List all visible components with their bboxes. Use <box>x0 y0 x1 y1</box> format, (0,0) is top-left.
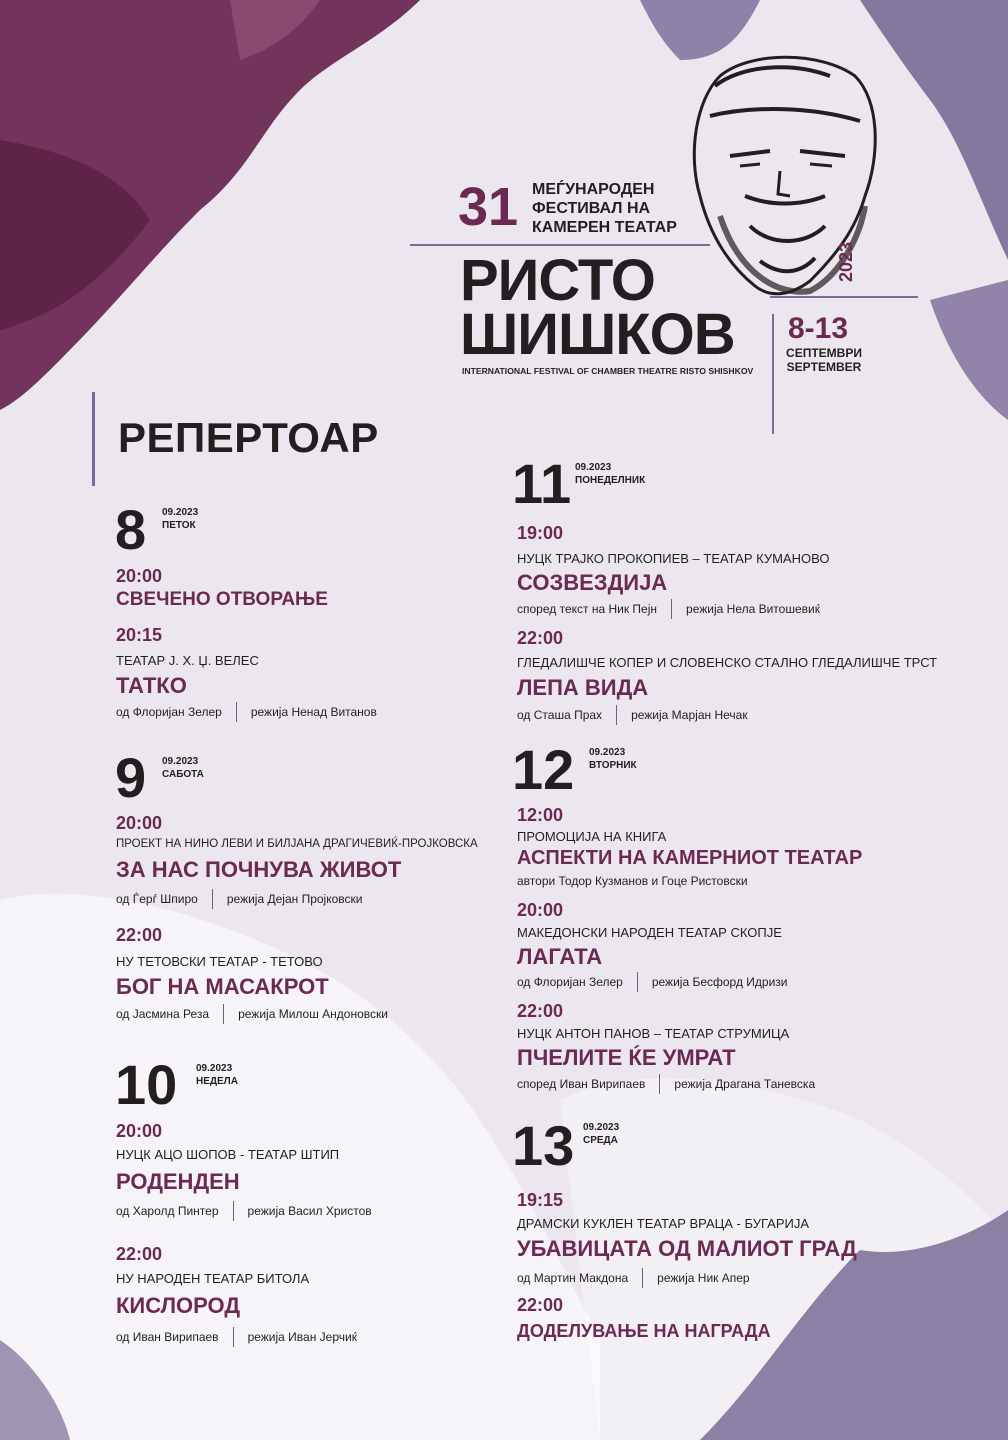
event-director: режија Милош Андоновски <box>238 1007 388 1021</box>
name-line-1: РИСТО <box>460 248 655 313</box>
separator <box>671 599 672 619</box>
event-time: 22:00 <box>116 1244 163 1264</box>
event-title: БОГ НА МАСАКРОТ <box>116 974 329 999</box>
separator <box>223 1004 224 1024</box>
event-credits <box>517 972 788 992</box>
event-producer: НУЦК АНТОН ПАНОВ – ТЕАТАР СТРУМИЦА <box>517 1026 790 1041</box>
day-weekday: САБОТА <box>162 769 204 780</box>
event-producer: ПРОМОЦИЈА НА КНИГА <box>517 829 667 844</box>
day-weekday: СРЕДА <box>583 1135 618 1146</box>
event-author: од Сташа Прах <box>517 708 603 722</box>
event-title: СОЗВЕЗДИЈА <box>517 570 668 595</box>
separator <box>642 1268 643 1288</box>
event-time: 20:00 <box>116 813 163 833</box>
event-time: 20:00 <box>116 566 163 586</box>
event-producer: ПРОЕКТ НА НИНО ЛЕВИ И БИЛЈАНА ДРАГИЧЕВИЌ-ПРОЈКОВСКА <box>116 838 478 850</box>
day-date: 09.2023 <box>583 1122 620 1133</box>
separator <box>233 1327 234 1347</box>
divider-line <box>772 314 774 434</box>
event-director: режија Бесфорд Идризи <box>651 975 788 989</box>
day-meta <box>162 755 204 781</box>
festival-line-2: ФЕСТИВАЛ НА <box>532 200 651 217</box>
event-time: 22:00 <box>517 1001 564 1021</box>
day-date: 09.2023 <box>196 1063 233 1074</box>
event-director: режија Дејан Пројковски <box>226 892 363 906</box>
event-director: режија Ненад Витанов <box>250 705 377 719</box>
event-producer: ДРАМСКИ КУКЛЕН ТЕАТАР ВРАЦА - БУГАРИЈА <box>517 1216 810 1231</box>
event-credits <box>517 1268 750 1288</box>
event-producer: НУ НАРОДЕН ТЕАТАР БИТОЛА <box>116 1271 310 1286</box>
festival-year: 2023 <box>836 241 856 282</box>
festival-name <box>460 248 735 367</box>
event-author: според Иван Вирипаев <box>517 1077 646 1091</box>
event-director: режија Марјан Нечак <box>631 708 748 722</box>
month-en: SEPTEMBER <box>786 360 862 374</box>
event-title: СВЕЧЕНО ОТВОРАЊЕ <box>116 589 328 610</box>
event-producer: ТЕАТАР Ј. Х. Џ. ВЕЛЕС <box>116 653 259 668</box>
day-date: 09.2023 <box>589 747 626 758</box>
day-number: 9 <box>115 746 147 809</box>
festival-dates: 8-13 <box>788 312 849 345</box>
event-time: 12:00 <box>517 805 564 825</box>
event-credits <box>517 705 748 725</box>
event-credits <box>116 889 362 909</box>
festival-month <box>786 346 862 374</box>
separator <box>233 1201 234 1221</box>
event-author: од Јасмина Реза <box>116 1007 210 1021</box>
event-title: ТАТКО <box>116 673 187 698</box>
divider-line <box>770 296 918 298</box>
day-number: 12 <box>512 738 575 801</box>
event-title: АСПЕКТИ НА КАМЕРНИОТ ТЕАТАР <box>517 847 863 869</box>
event-title: УБАВИЦАТА ОД МАЛИОТ ГРАД <box>517 1236 857 1261</box>
event-director: режија Нела Витошевиќ <box>686 602 820 616</box>
event-time: 22:00 <box>517 1295 564 1315</box>
event-title: ПЧЕЛИТЕ ЌЕ УМРАТ <box>517 1045 736 1070</box>
event-author: од Иван Вирипаев <box>116 1330 219 1344</box>
repertoire-heading: РЕПЕРТОАР <box>118 414 379 461</box>
event-producer: НУЦК ТРАЈКО ПРОКОПИЕВ – ТЕАТАР КУМАНОВО <box>517 551 830 566</box>
event-title: КИСЛОРОД <box>116 1293 241 1318</box>
event-author: од Флоријан Зелер <box>517 975 623 989</box>
event-time: 20:15 <box>116 625 163 645</box>
event-director: режија Васил Христов <box>247 1204 372 1218</box>
event-author: од Мартин Макдона <box>517 1271 629 1285</box>
event-title: ЛАГАТА <box>517 944 603 969</box>
event-time: 22:00 <box>116 925 163 945</box>
day-number: 10 <box>115 1053 178 1116</box>
event-time: 19:15 <box>517 1190 564 1210</box>
event-producer: ГЛЕДАЛИШЧЕ КОПЕР И СЛОВЕНСКО СТАЛНО ГЛЕДАЛИШЧЕ ТРСТ <box>517 655 938 670</box>
event-credits <box>116 702 377 722</box>
day-meta <box>162 506 198 532</box>
day-weekday: НЕДЕЛА <box>196 1076 238 1087</box>
day-weekday: ПОНЕДЕЛНИК <box>575 475 646 486</box>
event-title: ДОДЕЛУВАЊЕ НА НАГРАДА <box>517 1321 771 1341</box>
event-author: според текст на Ник Пејн <box>517 602 658 616</box>
day-weekday: ВТОРНИК <box>589 760 637 771</box>
day-number: 13 <box>512 1114 575 1177</box>
festival-subtitle <box>532 180 677 237</box>
day-weekday: ПЕТОК <box>162 520 196 531</box>
day-meta <box>196 1062 238 1088</box>
day-meta <box>575 461 645 487</box>
event-title: ЗА НАС ПОЧНУВА ЖИВОТ <box>116 857 402 882</box>
event-title: РОДЕНДЕН <box>116 1169 240 1194</box>
separator <box>659 1074 660 1094</box>
event-title: ЛЕПА ВИДА <box>517 675 649 700</box>
event-producer: МАКЕДОНСКИ НАРОДЕН ТЕАТАР СКОПЈЕ <box>517 925 782 940</box>
day-number: 8 <box>115 498 147 561</box>
event-director: режија Драгана Таневска <box>674 1077 816 1091</box>
separator <box>637 972 638 992</box>
event-note: автори Тодор Кузманов и Гоце Ристовски <box>517 874 748 888</box>
name-line-2: ШИШКОВ <box>460 302 735 367</box>
heading-bar <box>92 392 95 486</box>
festival-line-3: КАМЕРЕН ТЕАТАР <box>532 219 677 236</box>
divider-line <box>410 244 710 246</box>
day-date: 09.2023 <box>575 462 612 473</box>
separator <box>236 702 237 722</box>
festival-line-1: МЕЃУНАРОДЕН <box>532 181 655 198</box>
event-credits <box>517 599 820 619</box>
event-director: режија Ник Апер <box>657 1271 750 1285</box>
event-credits <box>116 1004 388 1024</box>
separator <box>212 889 213 909</box>
edition-number: 31 <box>458 177 519 237</box>
day-number: 11 <box>512 452 572 515</box>
event-producer: НУЦК АЦО ШОПОВ - ТЕАТАР ШТИП <box>116 1147 340 1162</box>
day-meta <box>583 1121 619 1147</box>
event-credits <box>517 1074 815 1094</box>
event-author: од Флоријан Зелер <box>116 705 222 719</box>
event-credits <box>116 1201 372 1221</box>
separator <box>616 705 617 725</box>
day-meta <box>589 746 637 772</box>
international-subtitle: INTERNATIONAL FESTIVAL OF CHAMBER THEATRE RISTO SHISHKOV <box>462 366 754 376</box>
day-date: 09.2023 <box>162 756 199 767</box>
event-credits <box>116 1327 357 1347</box>
day-date: 09.2023 <box>162 507 199 518</box>
event-producer: НУ ТЕТОВСКИ ТЕАТАР - ТЕТОВО <box>116 954 323 969</box>
event-time: 20:00 <box>116 1121 163 1141</box>
event-author: од Харолд Пинтер <box>116 1204 219 1218</box>
event-author: од Ѓерѓ Шпиро <box>116 892 198 906</box>
month-mk: СЕПТЕМВРИ <box>786 346 862 360</box>
event-time: 22:00 <box>517 628 564 648</box>
event-director: режија Иван Јерчиќ <box>247 1330 357 1344</box>
event-time: 19:00 <box>517 523 564 543</box>
event-time: 20:00 <box>517 900 564 920</box>
